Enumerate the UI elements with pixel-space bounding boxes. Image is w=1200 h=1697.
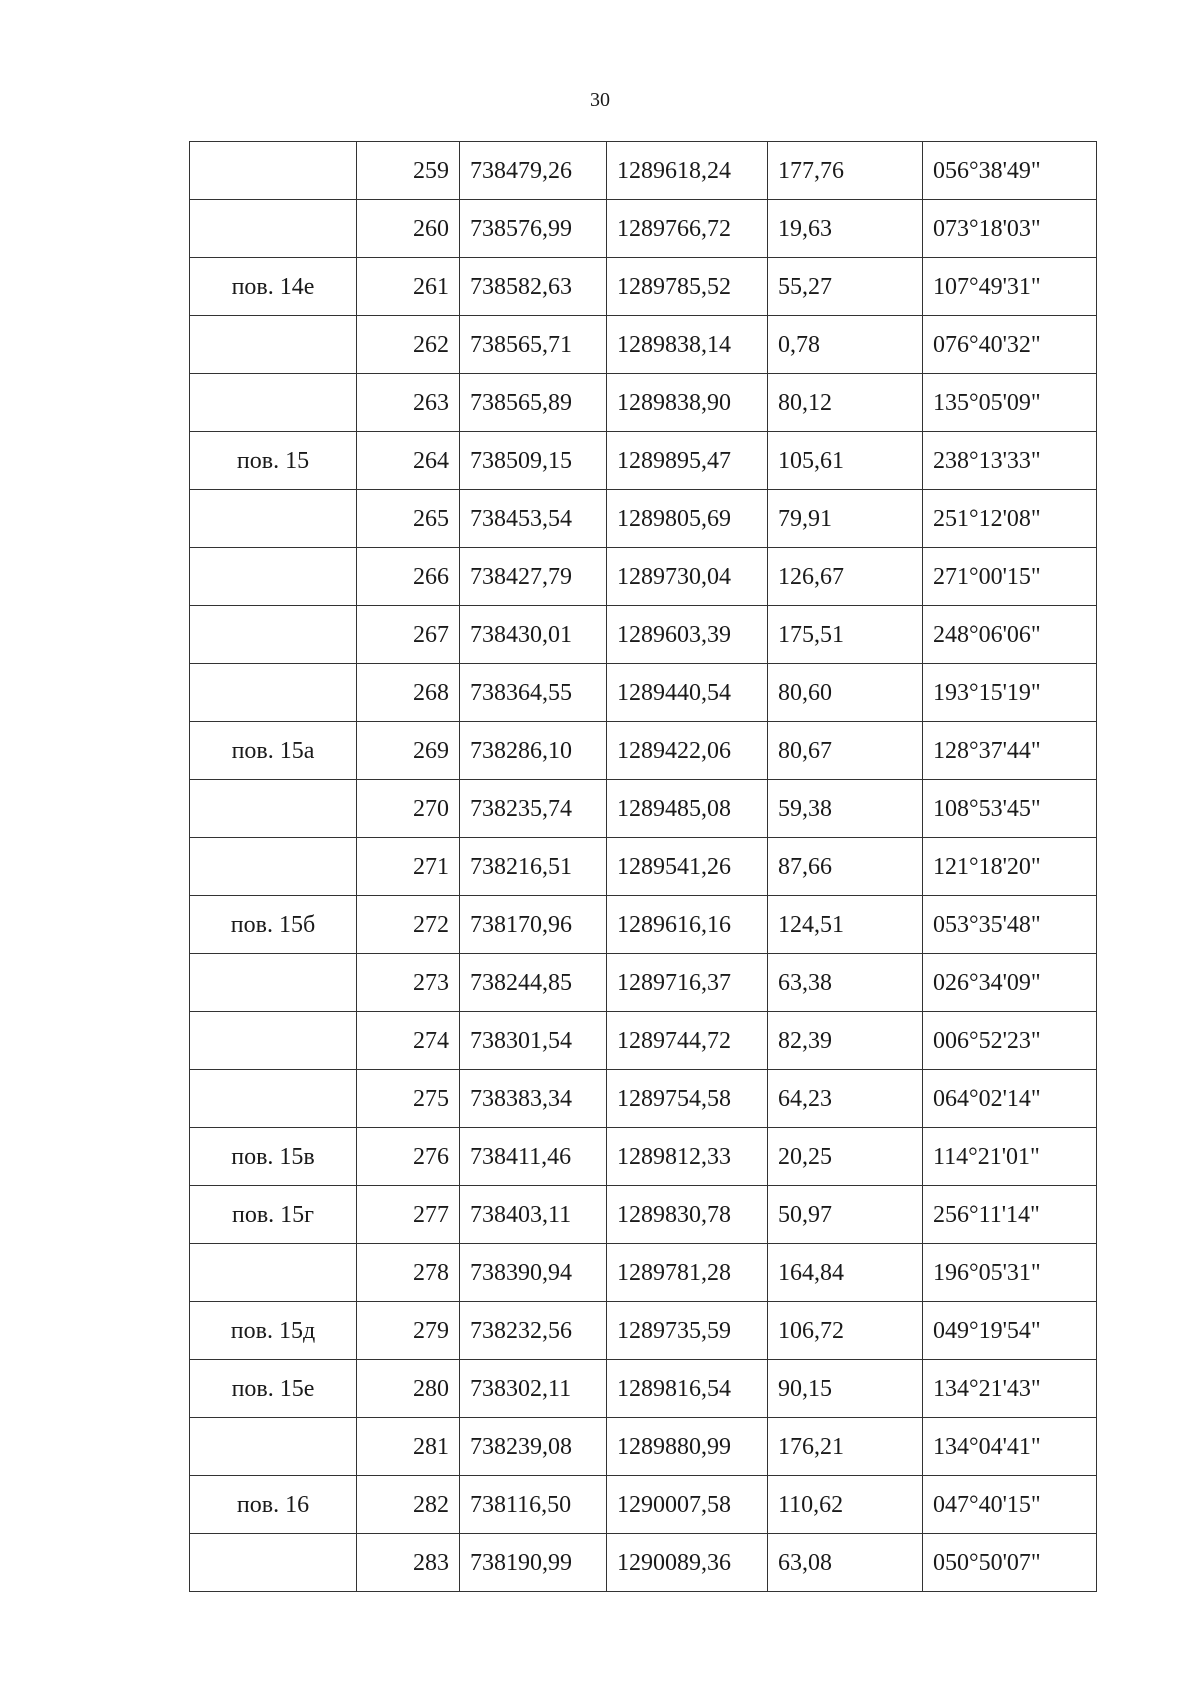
y-coordinate-cell: 1289541,26 [607, 838, 768, 896]
x-coordinate-cell: 738286,10 [460, 722, 607, 780]
table-row [190, 780, 1097, 838]
point-number-cell: 267 [357, 606, 460, 664]
point-number-cell: 270 [357, 780, 460, 838]
turn-label-cell: пов. 15 [190, 432, 357, 490]
page-number: 30 [590, 89, 610, 111]
x-coordinate-cell: 738301,54 [460, 1012, 607, 1070]
table-row [190, 142, 1097, 200]
direction-angle-cell: 006°52'23" [923, 1012, 1097, 1070]
y-coordinate-cell: 1289730,04 [607, 548, 768, 606]
turn-label-cell: пов. 15г [190, 1186, 357, 1244]
length-cell: 110,62 [768, 1476, 923, 1534]
y-coordinate-cell: 1289766,72 [607, 200, 768, 258]
direction-angle-cell: 114°21'01" [923, 1128, 1097, 1186]
direction-angle-cell: 135°05'09" [923, 374, 1097, 432]
point-number-cell: 265 [357, 490, 460, 548]
length-cell: 63,38 [768, 954, 923, 1012]
x-coordinate-cell: 738565,89 [460, 374, 607, 432]
x-coordinate-cell: 738383,34 [460, 1070, 607, 1128]
length-cell: 82,39 [768, 1012, 923, 1070]
x-coordinate-cell: 738565,71 [460, 316, 607, 374]
point-number-cell: 283 [357, 1534, 460, 1592]
direction-angle-cell: 076°40'32" [923, 316, 1097, 374]
point-number-cell: 278 [357, 1244, 460, 1302]
point-number-cell: 266 [357, 548, 460, 606]
table-row [190, 1186, 1097, 1244]
point-number-cell: 281 [357, 1418, 460, 1476]
table-row [190, 1534, 1097, 1592]
direction-angle-cell: 026°34'09" [923, 954, 1097, 1012]
length-cell: 106,72 [768, 1302, 923, 1360]
length-cell: 176,21 [768, 1418, 923, 1476]
y-coordinate-cell: 1289785,52 [607, 258, 768, 316]
point-number-cell: 261 [357, 258, 460, 316]
length-cell: 80,60 [768, 664, 923, 722]
direction-angle-cell: 047°40'15" [923, 1476, 1097, 1534]
table-row [190, 896, 1097, 954]
turn-label-cell: пов. 15е [190, 1360, 357, 1418]
turn-label-cell [190, 142, 357, 200]
point-number-cell: 279 [357, 1302, 460, 1360]
length-cell: 90,15 [768, 1360, 923, 1418]
point-number-cell: 264 [357, 432, 460, 490]
x-coordinate-cell: 738479,26 [460, 142, 607, 200]
x-coordinate-cell: 738239,08 [460, 1418, 607, 1476]
y-coordinate-cell: 1289440,54 [607, 664, 768, 722]
table-row [190, 316, 1097, 374]
x-coordinate-cell: 738582,63 [460, 258, 607, 316]
y-coordinate-cell: 1289716,37 [607, 954, 768, 1012]
point-number-cell: 271 [357, 838, 460, 896]
x-coordinate-cell: 738427,79 [460, 548, 607, 606]
y-coordinate-cell: 1289781,28 [607, 1244, 768, 1302]
direction-angle-cell: 121°18'20" [923, 838, 1097, 896]
length-cell: 80,12 [768, 374, 923, 432]
x-coordinate-cell: 738403,11 [460, 1186, 607, 1244]
x-coordinate-cell: 738216,51 [460, 838, 607, 896]
table-row [190, 548, 1097, 606]
turn-label-cell: пов. 15б [190, 896, 357, 954]
point-number-cell: 268 [357, 664, 460, 722]
table-row [190, 1012, 1097, 1070]
length-cell: 177,76 [768, 142, 923, 200]
length-cell: 124,51 [768, 896, 923, 954]
turn-label-cell [190, 664, 357, 722]
turn-label-cell: пов. 16 [190, 1476, 357, 1534]
point-number-cell: 269 [357, 722, 460, 780]
coordinates-table-body [190, 142, 1097, 1592]
direction-angle-cell: 053°35'48" [923, 896, 1097, 954]
x-coordinate-cell: 738170,96 [460, 896, 607, 954]
x-coordinate-cell: 738509,15 [460, 432, 607, 490]
turn-label-cell [190, 1012, 357, 1070]
turn-label-cell [190, 316, 357, 374]
table-row [190, 1418, 1097, 1476]
turn-label-cell [190, 374, 357, 432]
x-coordinate-cell: 738453,54 [460, 490, 607, 548]
length-cell: 126,67 [768, 548, 923, 606]
point-number-cell: 262 [357, 316, 460, 374]
direction-angle-cell: 193°15'19" [923, 664, 1097, 722]
x-coordinate-cell: 738116,50 [460, 1476, 607, 1534]
point-number-cell: 276 [357, 1128, 460, 1186]
x-coordinate-cell: 738302,11 [460, 1360, 607, 1418]
y-coordinate-cell: 1289838,14 [607, 316, 768, 374]
x-coordinate-cell: 738244,85 [460, 954, 607, 1012]
point-number-cell: 277 [357, 1186, 460, 1244]
direction-angle-cell: 128°37'44" [923, 722, 1097, 780]
turn-label-cell [190, 1418, 357, 1476]
turn-label-cell [190, 606, 357, 664]
y-coordinate-cell: 1289880,99 [607, 1418, 768, 1476]
y-coordinate-cell: 1289618,24 [607, 142, 768, 200]
direction-angle-cell: 248°06'06" [923, 606, 1097, 664]
turn-label-cell [190, 1534, 357, 1592]
direction-angle-cell: 134°04'41" [923, 1418, 1097, 1476]
turn-label-cell: пов. 15в [190, 1128, 357, 1186]
direction-angle-cell: 049°19'54" [923, 1302, 1097, 1360]
table-row [190, 1360, 1097, 1418]
y-coordinate-cell: 1290089,36 [607, 1534, 768, 1592]
y-coordinate-cell: 1289422,06 [607, 722, 768, 780]
x-coordinate-cell: 738390,94 [460, 1244, 607, 1302]
y-coordinate-cell: 1289805,69 [607, 490, 768, 548]
turn-label-cell [190, 200, 357, 258]
direction-angle-cell: 271°00'15" [923, 548, 1097, 606]
turn-label-cell [190, 838, 357, 896]
point-number-cell: 259 [357, 142, 460, 200]
turn-label-cell: пов. 15а [190, 722, 357, 780]
turn-label-cell [190, 1244, 357, 1302]
table-row [190, 200, 1097, 258]
length-cell: 80,67 [768, 722, 923, 780]
length-cell: 87,66 [768, 838, 923, 896]
direction-angle-cell: 073°18'03" [923, 200, 1097, 258]
point-number-cell: 272 [357, 896, 460, 954]
table-row [190, 1128, 1097, 1186]
direction-angle-cell: 196°05'31" [923, 1244, 1097, 1302]
point-number-cell: 263 [357, 374, 460, 432]
table-row [190, 664, 1097, 722]
x-coordinate-cell: 738430,01 [460, 606, 607, 664]
length-cell: 55,27 [768, 258, 923, 316]
table-row [190, 258, 1097, 316]
point-number-cell: 280 [357, 1360, 460, 1418]
table-row [190, 1302, 1097, 1360]
turn-label-cell: пов. 15д [190, 1302, 357, 1360]
y-coordinate-cell: 1289812,33 [607, 1128, 768, 1186]
point-number-cell: 260 [357, 200, 460, 258]
direction-angle-cell: 056°38'49" [923, 142, 1097, 200]
direction-angle-cell: 108°53'45" [923, 780, 1097, 838]
turn-label-cell [190, 548, 357, 606]
direction-angle-cell: 238°13'33" [923, 432, 1097, 490]
y-coordinate-cell: 1289735,59 [607, 1302, 768, 1360]
turn-label-cell [190, 1070, 357, 1128]
table-row [190, 606, 1097, 664]
length-cell: 19,63 [768, 200, 923, 258]
direction-angle-cell: 107°49'31" [923, 258, 1097, 316]
y-coordinate-cell: 1289895,47 [607, 432, 768, 490]
y-coordinate-cell: 1289744,72 [607, 1012, 768, 1070]
length-cell: 50,97 [768, 1186, 923, 1244]
turn-label-cell [190, 954, 357, 1012]
table-row [190, 374, 1097, 432]
table-row [190, 490, 1097, 548]
table-row [190, 838, 1097, 896]
turn-label-cell [190, 490, 357, 548]
x-coordinate-cell: 738576,99 [460, 200, 607, 258]
length-cell: 63,08 [768, 1534, 923, 1592]
table-row [190, 432, 1097, 490]
y-coordinate-cell: 1289830,78 [607, 1186, 768, 1244]
table-row [190, 1070, 1097, 1128]
coordinates-table [189, 141, 1097, 1592]
x-coordinate-cell: 738364,55 [460, 664, 607, 722]
length-cell: 0,78 [768, 316, 923, 374]
x-coordinate-cell: 738235,74 [460, 780, 607, 838]
length-cell: 79,91 [768, 490, 923, 548]
table-row [190, 1244, 1097, 1302]
point-number-cell: 274 [357, 1012, 460, 1070]
table-row [190, 722, 1097, 780]
y-coordinate-cell: 1289485,08 [607, 780, 768, 838]
length-cell: 64,23 [768, 1070, 923, 1128]
y-coordinate-cell: 1290007,58 [607, 1476, 768, 1534]
length-cell: 105,61 [768, 432, 923, 490]
y-coordinate-cell: 1289754,58 [607, 1070, 768, 1128]
table-row [190, 954, 1097, 1012]
y-coordinate-cell: 1289838,90 [607, 374, 768, 432]
y-coordinate-cell: 1289816,54 [607, 1360, 768, 1418]
length-cell: 59,38 [768, 780, 923, 838]
length-cell: 20,25 [768, 1128, 923, 1186]
direction-angle-cell: 064°02'14" [923, 1070, 1097, 1128]
x-coordinate-cell: 738411,46 [460, 1128, 607, 1186]
direction-angle-cell: 256°11'14" [923, 1186, 1097, 1244]
turn-label-cell [190, 780, 357, 838]
y-coordinate-cell: 1289603,39 [607, 606, 768, 664]
length-cell: 175,51 [768, 606, 923, 664]
point-number-cell: 282 [357, 1476, 460, 1534]
table-row [190, 1476, 1097, 1534]
x-coordinate-cell: 738232,56 [460, 1302, 607, 1360]
turn-label-cell: пов. 14е [190, 258, 357, 316]
direction-angle-cell: 050°50'07" [923, 1534, 1097, 1592]
direction-angle-cell: 251°12'08" [923, 490, 1097, 548]
point-number-cell: 275 [357, 1070, 460, 1128]
y-coordinate-cell: 1289616,16 [607, 896, 768, 954]
point-number-cell: 273 [357, 954, 460, 1012]
length-cell: 164,84 [768, 1244, 923, 1302]
x-coordinate-cell: 738190,99 [460, 1534, 607, 1592]
direction-angle-cell: 134°21'43" [923, 1360, 1097, 1418]
